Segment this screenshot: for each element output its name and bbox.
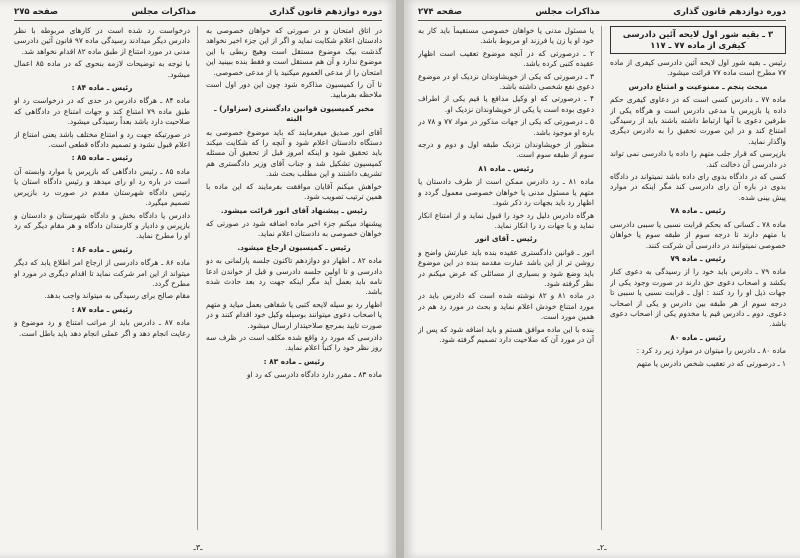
paragraph: دادرس یا دادگاه بخش و دادگاه شهرستان و دادستان و بازپرس و دادیار و کارمندان دادگاه و هر مقام دیگر که رد او را مطرح نماید. [14, 210, 190, 241]
paragraph: ۲ ـ درصورتی که در آنچه موضوع تعقیب است اظهار عقیده کتبی کرده باشد. [418, 48, 594, 69]
left-header-page: صفحه ۲۷۵ [14, 7, 59, 17]
section-heading: رئیس ـ پیشنهاد آقای انور قرائت میشود. [220, 205, 368, 215]
right-page-left-column [418, 26, 594, 530]
paragraph: ماده ۷۸ ـ کسانی که بحکم قرابت نسبی یا سببی دادرسی با متهم دارند تا درجه سوم از طبقه سوم یا خواهان خصوصی نمیتوانند در دادرسی آن شرکت کنند. [610, 219, 786, 250]
section-heading: رئیس ـ ماده ۸۵ : [71, 153, 133, 163]
right-page-right-column [610, 26, 786, 530]
paragraph: ۱ ـ درصورتی که در تعقیب شخص دادرس یا متهم [636, 358, 786, 368]
section-heading: رئیس ـ کمیسیون ارجاع میشود. [237, 242, 351, 252]
paragraph: درخواست رد شده است در کارهای مربوطه با نظر دادرس دیگر میدادند رسیدگی ماده ۹۷ قانون آئین دادرسی مدنی در مورد امتناع از طبق ماده ۸۲ اقدام نخواهد شد. [14, 26, 190, 56]
left-page-left-column [14, 26, 190, 530]
paragraph: ماده ۸۴ ـ هرگاه دادرس در حدی که در درخواست رد او طبق ماده ۷۹ امتناع کند و جهات امتناع در دادگاهی که صلاحیت دارد باشد بعداً رسیدگی میشود. [14, 96, 190, 127]
paragraph: یا مسئول مدنی یا خواهان خصوصی مستقیماً باید کار به خود او یا زن یا فرزند او مربوط باشد. [418, 26, 594, 46]
paragraph: کسی که در دادگاه بدوی رای داده باشد نمیتواند در دادگاه بدوی در باره آن رای دادرسی کند مگر اینکه در موارد پیش بینی شده. [610, 172, 786, 202]
agenda-title: ۳ ـ بقیه شور اول لایحه آئین دادرسی کیفری از ماده ۷۷ ـ ۱۱۷ [610, 26, 786, 54]
paragraph: ماده ۷۹ ـ دادرس باید خود را از رسیدگی به دعوی کنار بکشد و اصحاب دعوی حق دارند در صورت وجود یکی از جهات ذیل او را رد کنند : اول ـ قرابت نسبی یا سببی تا درجه سوم از هر طبقه بین دادرس و یکی از اصحاب دعوی. دوم ـ دادرس قیم یا مخدوم یکی از اصحاب دعوی باشد. [610, 267, 786, 329]
section-heading: مبحث پنجم ـ ممنوعیت و امتناع دادرس [628, 81, 768, 91]
section-heading: رئیس ـ ماده ۷۹ [670, 253, 726, 263]
right-page-number: ـ۲ـ [597, 543, 607, 552]
section-heading: رئیس ـ ماده ۸۱ [478, 163, 534, 173]
paragraph: ۵ ـ درصورتی که یکی از جهات مذکور در مواد ۷۷ و ۷۸ در باره او موجود باشد. [418, 117, 594, 137]
paragraph: بازپرسی که قرار جلب متهم را داده یا دادرسی نمی تواند در دادرسی آن دخالت کند. [610, 149, 786, 169]
column-divider [601, 26, 602, 530]
paragraph: انور ـ قوانین دادگستری عقیده بنده باید عبارتش واضح و روشن تر از این باشد عبارت مقدمه بنده در این موضوع باید وضع شود و بسیاری از مسائلی که عرض میکنم در نظر گرفته شود. [418, 247, 594, 288]
right-header-title: مذاکرات مجلس [535, 7, 600, 17]
right-page [404, 0, 800, 558]
right-header-session: دوره دوازدهم قانون گذاری [673, 7, 786, 17]
paragraph: ۴ ـ درصورتی که او وکیل مدافع یا قیم یکی از اطراف دعوی بوده است یا یکی از خویشاوندان نزدیک او. [418, 94, 594, 114]
paragraph: اظهار رد بو سیله لایحه کتبی یا شفاهی بعمل میاید و متهم یا اصحاب دعوی میتوانند بوسیله وکیل خود اقدام کنند و در صورت تایید بمرجع صلاحیتدار ارسال میشود. [206, 299, 382, 330]
right-page-header [418, 4, 786, 21]
paragraph: خواهش میکنم آقایان موافقت بفرمایند که این ماده با همین ترتیب تصویب شود. [206, 181, 382, 202]
paragraph: ماده ۸۱ ـ رد دادرس ممکن است از طرف دادستان یا متهم یا مسئول مدنی یا خواهان خصوصی معمول گردد و اظهار رد باید بجهات رد ذکر شود. [418, 177, 594, 208]
paragraph: ماده ۷۷ ـ دادرس کسی است که در دعاوی کیفری حکم داده یا بازپرس یا مدعی دادرس است و هرگاه یکی از طرفین دعوی با آنها ارتباط داشته باشند باید از رسیدگی امتناع کند و در این صورت تحقیق را به دادرس دیگری واگذار نماید. [610, 95, 786, 146]
paragraph: ماده ۸۷ ـ دادرس باید از مراتب امتناع و رد موضوع و رعایت انجام دهد و اگر عملی انجام دهد باید باطل است. [14, 318, 190, 338]
left-header-session: دوره دوازدهم قانون گذاری [269, 7, 382, 17]
column-divider [197, 26, 198, 530]
paragraph: ماده ۸۵ ـ رئیس دادگاهی که بازپرس یا موارد وابسته آن است در باره رد او رای میدهد و رئیس دادگاه استان یا رئیس دادگاه شهرستان مقدم در صورت رد بازپرس تصمیم میگیرد. [14, 166, 190, 208]
paragraph: ماده ۸۲ ـ اظهار دو دوازدهم تاکنون جلسه پارلمانی به دو دادرسی و تا اولین جلسه دادرسی و قبل از خواندن ادعا نامه باید بعمل آید مگر اینکه جهت رد بعد حادث شده باشد. [206, 256, 382, 297]
left-page [0, 0, 396, 558]
paragraph: بنده با این ماده موافق هستم و باید اضافه شود که پس از آن در مورد آن که صلاحیت دارد تصمیم گرفته شود. [418, 324, 594, 344]
paragraph: آقای انور صدیق میفرمایند که باید موضوع خصوصی به دستگاه دادستان اعلام شود و آنچه را که شکایت میکند باید تحقیق شود و اینکه امروز قبل از تحقیق آن مسئله کمیسیون تشکیل شد و جناب آقای وزیر دادگستری هم تشریف داشتند و این مطلب بحث شد. [206, 127, 382, 179]
left-page-header [14, 4, 382, 21]
paragraph: پیشنهاد میکنم جزء اخیر ماده اضافه شود در صورتی که خواهان خصوصی به دادستان اعلام نماید. [206, 218, 382, 239]
left-page-number: ـ۳ـ [193, 543, 203, 552]
section-heading: رئیس ـ ماده ۸۴ : [71, 83, 133, 93]
paragraph: رئیس ـ بقیه شور اول لایحه آئین دادرسی کیفری از ماده ۷۷ مطرح است ماده ۷۷ قرائت میشود. [610, 58, 786, 78]
book-spine [396, 0, 404, 558]
section-heading: مخبر کمیسیون قوانین دادگستری (سزاوار) ـ البته [214, 103, 374, 124]
paragraph: در اتاق امتحان و در صورتی که خواهان خصوصی به دادستان اعلام شکایت نماید و اگر از این جزء اخیر نخواهد گذشت بیک موضوع مستقل است وهیچ ربطی با این موضوع ندارد و آن هم مستقل است و فقط بنده ببینید این امتحان را از مدعی العموم میکنید یا از مدعی خصوصی. [206, 26, 382, 77]
paragraph: در ماده ۸۱ و ۸۲ نوشته شده است که دادرس باید در مورد امتناع خودش اعلام نماید و بحث در مورد رد هم در همین مورد است. [418, 291, 594, 322]
paragraph: مقام صالح برای رسیدگی به میتواند واجب بدهد. [44, 291, 190, 301]
paragraph: ۳ ـ درصورتی که یکی از خویشاوندان نزدیک او در موضوع دعوی نفع شخصی داشته باشد. [418, 71, 594, 92]
paragraph: ماده ۸۳ ـ مقرر دارد دادگاه دادرسی که رد او [247, 370, 382, 380]
paragraph: ماده ۸۶ ـ هرگاه دادرسی از ارجاع امر اطلاع یابد که دیگر میتواند از این امر شرکت نماید تا اقدام دیگری در مورد او مطرح گردد. [14, 258, 190, 288]
section-heading: رئیس ـ ماده ۸۰ [670, 332, 726, 342]
paragraph: با توجه به توضیحات لازمه بنحوی که در ماده ۸۵ اعمال میشود. [14, 59, 190, 79]
section-heading: رئیس ـ ماده ۸۷ : [71, 304, 133, 314]
paragraph: در صورتیکه جهت رد و امتناع مختلف باشد یعنی امتناع از اعلام قبول نشود و تصمیم دادگاه قطعی است. [14, 129, 190, 150]
paragraph: هرگاه دادرس دلیل رد خود را قبول نماید و از امتناع انکار نماید و با جهات رد را انکار نماید. [418, 210, 594, 230]
right-header-page: صفحه ۲۷۴ [418, 7, 463, 17]
section-heading: رئیس ـ آقای انور [475, 234, 537, 244]
left-page-right-column [206, 26, 382, 530]
left-header-title: مذاکرات مجلس [131, 7, 196, 17]
section-heading: رئیس ـ ماده ۸۶ : [71, 244, 133, 254]
paragraph: منظور از خویشاوندان نزدیک طبقه اول و دوم و درجه سوم از طبقه سوم است. [418, 140, 594, 160]
paragraph: دادرسی که مورد رد واقع شده مکلف است در ظرف سه روز نظر خود را کتباً اعلام نماید. [206, 332, 382, 353]
section-heading: رئیس ـ ماده ۷۸ [670, 206, 726, 216]
section-heading: رئیس ـ ماده ۸۳ : [263, 356, 325, 366]
paragraph: ماده ۸۰ ـ دادرس را میتوان در موارد زیر رد کرد : [636, 346, 786, 356]
paragraph: تا آن را کمیسیون مذاکره شود چون این دور اول است ملاحظه بفرمایید. [206, 80, 382, 100]
